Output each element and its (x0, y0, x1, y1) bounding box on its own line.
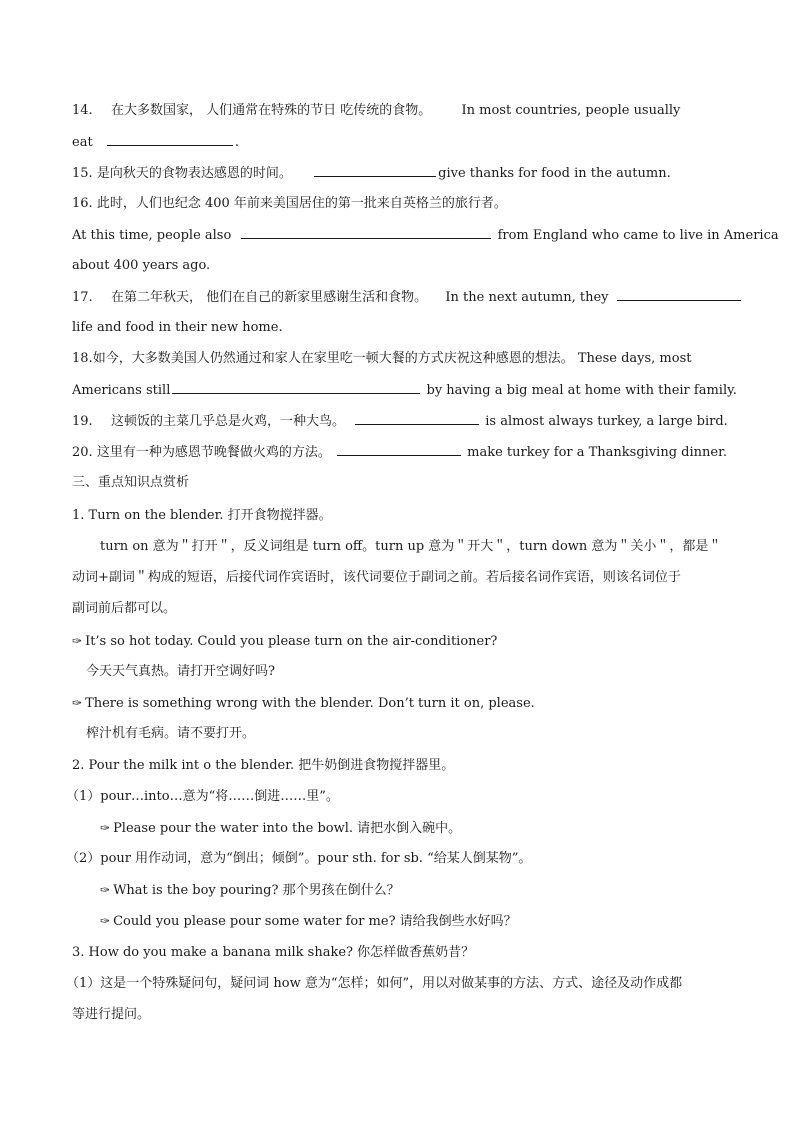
question-number: 20. (72, 445, 93, 460)
question-number: 15. (72, 166, 93, 181)
pen-icon: ✑ (100, 883, 111, 897)
question-15 (72, 162, 726, 184)
point-3-para-line: 等进行提问。 (72, 1007, 151, 1022)
question-18-cont (72, 379, 737, 401)
question-chinese: 这里有一种为感恩节晚餐做火鸡的方法。 (96, 445, 331, 460)
question-english: These days, most (577, 351, 692, 366)
question-17-cont (72, 317, 726, 339)
pen-icon: ✑ (72, 696, 83, 710)
answer-blank[interactable] (241, 224, 491, 239)
question-english: make turkey for a Thanksgiving dinner. (467, 445, 727, 460)
question-english-cont: life and food in their new home. (72, 320, 283, 335)
question-english-post: from England who came to live in America (497, 228, 779, 243)
question-18 (72, 348, 726, 370)
question-16-cont (72, 255, 726, 277)
question-english: is almost always turkey, a large bird. (485, 414, 728, 429)
question-19 (72, 410, 726, 432)
question-number: 18. (72, 351, 93, 366)
example-chinese: 榨汁机有毛病。请不要打开。 (86, 726, 256, 741)
point-2-sub-2: （2）pour 用作动词，意为“倒出；倾倒”。pour sth. for sb. “给某人倒某物”。 (66, 851, 532, 866)
question-number: 14. (72, 103, 93, 118)
example-sentence (100, 879, 726, 901)
question-number: 19. (72, 414, 93, 429)
example-sentence (100, 910, 726, 932)
section-title: 三、重点知识点赏析 (72, 475, 190, 490)
question-number: 17. (72, 290, 93, 305)
example-text: What is the boy pouring? 那个男孩在倒什么？ (113, 883, 400, 898)
question-english: In the next autumn, they (445, 290, 609, 305)
question-chinese: 是向秋天的食物表达感恩的时间。 (96, 166, 292, 181)
example-sentence (100, 817, 726, 839)
answer-blank[interactable] (172, 379, 420, 394)
question-chinese: 这顿饭的主菜几乎总是火鸡，一种大鸟。 (110, 414, 345, 429)
question-number: 16. (72, 196, 93, 211)
question-16-en (72, 224, 779, 246)
question-english-post: by having a big meal at home with their family. (426, 383, 737, 398)
question-english: give thanks for food in the autumn. (438, 166, 671, 181)
answer-blank[interactable] (617, 286, 741, 301)
question-english: In most countries, people usually (461, 103, 681, 118)
pen-icon: ✑ (72, 634, 83, 648)
point-1-para-line: 动词+副词＂构成的短语，后接代词作宾语时，该代词要位于副词之前。若后接名词作宾语，则该名词位于 (72, 570, 681, 585)
question-english: At this time, people also (72, 228, 232, 243)
example-text: Please pour the water into the bowl. 请把水倒入碗中。 (113, 821, 462, 836)
question-chinese: 此时，人们也纪念 400 年前来美国居住的第一批来自英格兰的旅行者。 (96, 196, 507, 211)
answer-blank[interactable] (107, 131, 233, 146)
example-sentence (72, 630, 726, 652)
question-17 (72, 286, 726, 308)
point-1-title: 1. Turn on the blender. 打开食物搅拌器。 (72, 508, 332, 523)
question-chinese: 在大多数国家， 人们通常在特殊的节日 吃传统的食物。 (110, 103, 432, 118)
example-english: It’s so hot today. Could you please turn on the air-conditioner? (85, 634, 498, 649)
point-1-para-line: 副词前后都可以。 (72, 601, 177, 616)
question-14 (72, 100, 726, 122)
point-2-title: 2. Pour the milk int o the blender. 把牛奶倒进食物搅拌器里。 (72, 758, 455, 773)
question-20 (72, 441, 726, 463)
punctuation: . (234, 135, 239, 150)
point-1-para-line: turn on 意为＂打开＂，反义词组是 turn off。turn up 意为＂开大＂，turn down 意为＂关小＂，都是＂ (100, 539, 722, 554)
answer-blank[interactable] (337, 441, 461, 456)
point-2-sub-1: （1）pour…into…意为“将……倒进……里”。 (66, 789, 339, 804)
question-chinese: 如今，大多数美国人仍然通过和家人在家里吃一顿大餐的方式庆祝这种感恩的想法。 (92, 351, 574, 366)
point-3-para-line: （1）这是一个特殊疑问句，疑问词 how 意为“怎样；如何”，用以对做某事的方法、方式、途径及动作成都 (66, 976, 683, 991)
question-14-cont (72, 131, 726, 153)
example-text: Could you please pour some water for me? 请给我倒些水好吗？ (113, 914, 517, 929)
example-english: There is something wrong with the blender. Don’t turn it on, please. (85, 696, 535, 711)
question-english-cont: Americans still (72, 383, 171, 398)
pen-icon: ✑ (100, 821, 111, 835)
point-3-title: 3. How do you make a banana milk shake? 你怎样做香蕉奶昔？ (72, 945, 475, 960)
question-english-cont: about 400 years ago. (72, 258, 211, 273)
answer-blank[interactable] (314, 162, 436, 177)
question-16 (72, 193, 726, 215)
example-sentence (72, 692, 726, 714)
pen-icon: ✑ (100, 914, 111, 928)
question-english-cont: eat (72, 135, 93, 150)
question-chinese: 在第二年秋天， 他们在自己的新家里感谢生活和食物。 (110, 290, 428, 305)
example-chinese: 今天天气真热。请打开空调好吗? (86, 664, 275, 679)
answer-blank[interactable] (355, 410, 479, 425)
